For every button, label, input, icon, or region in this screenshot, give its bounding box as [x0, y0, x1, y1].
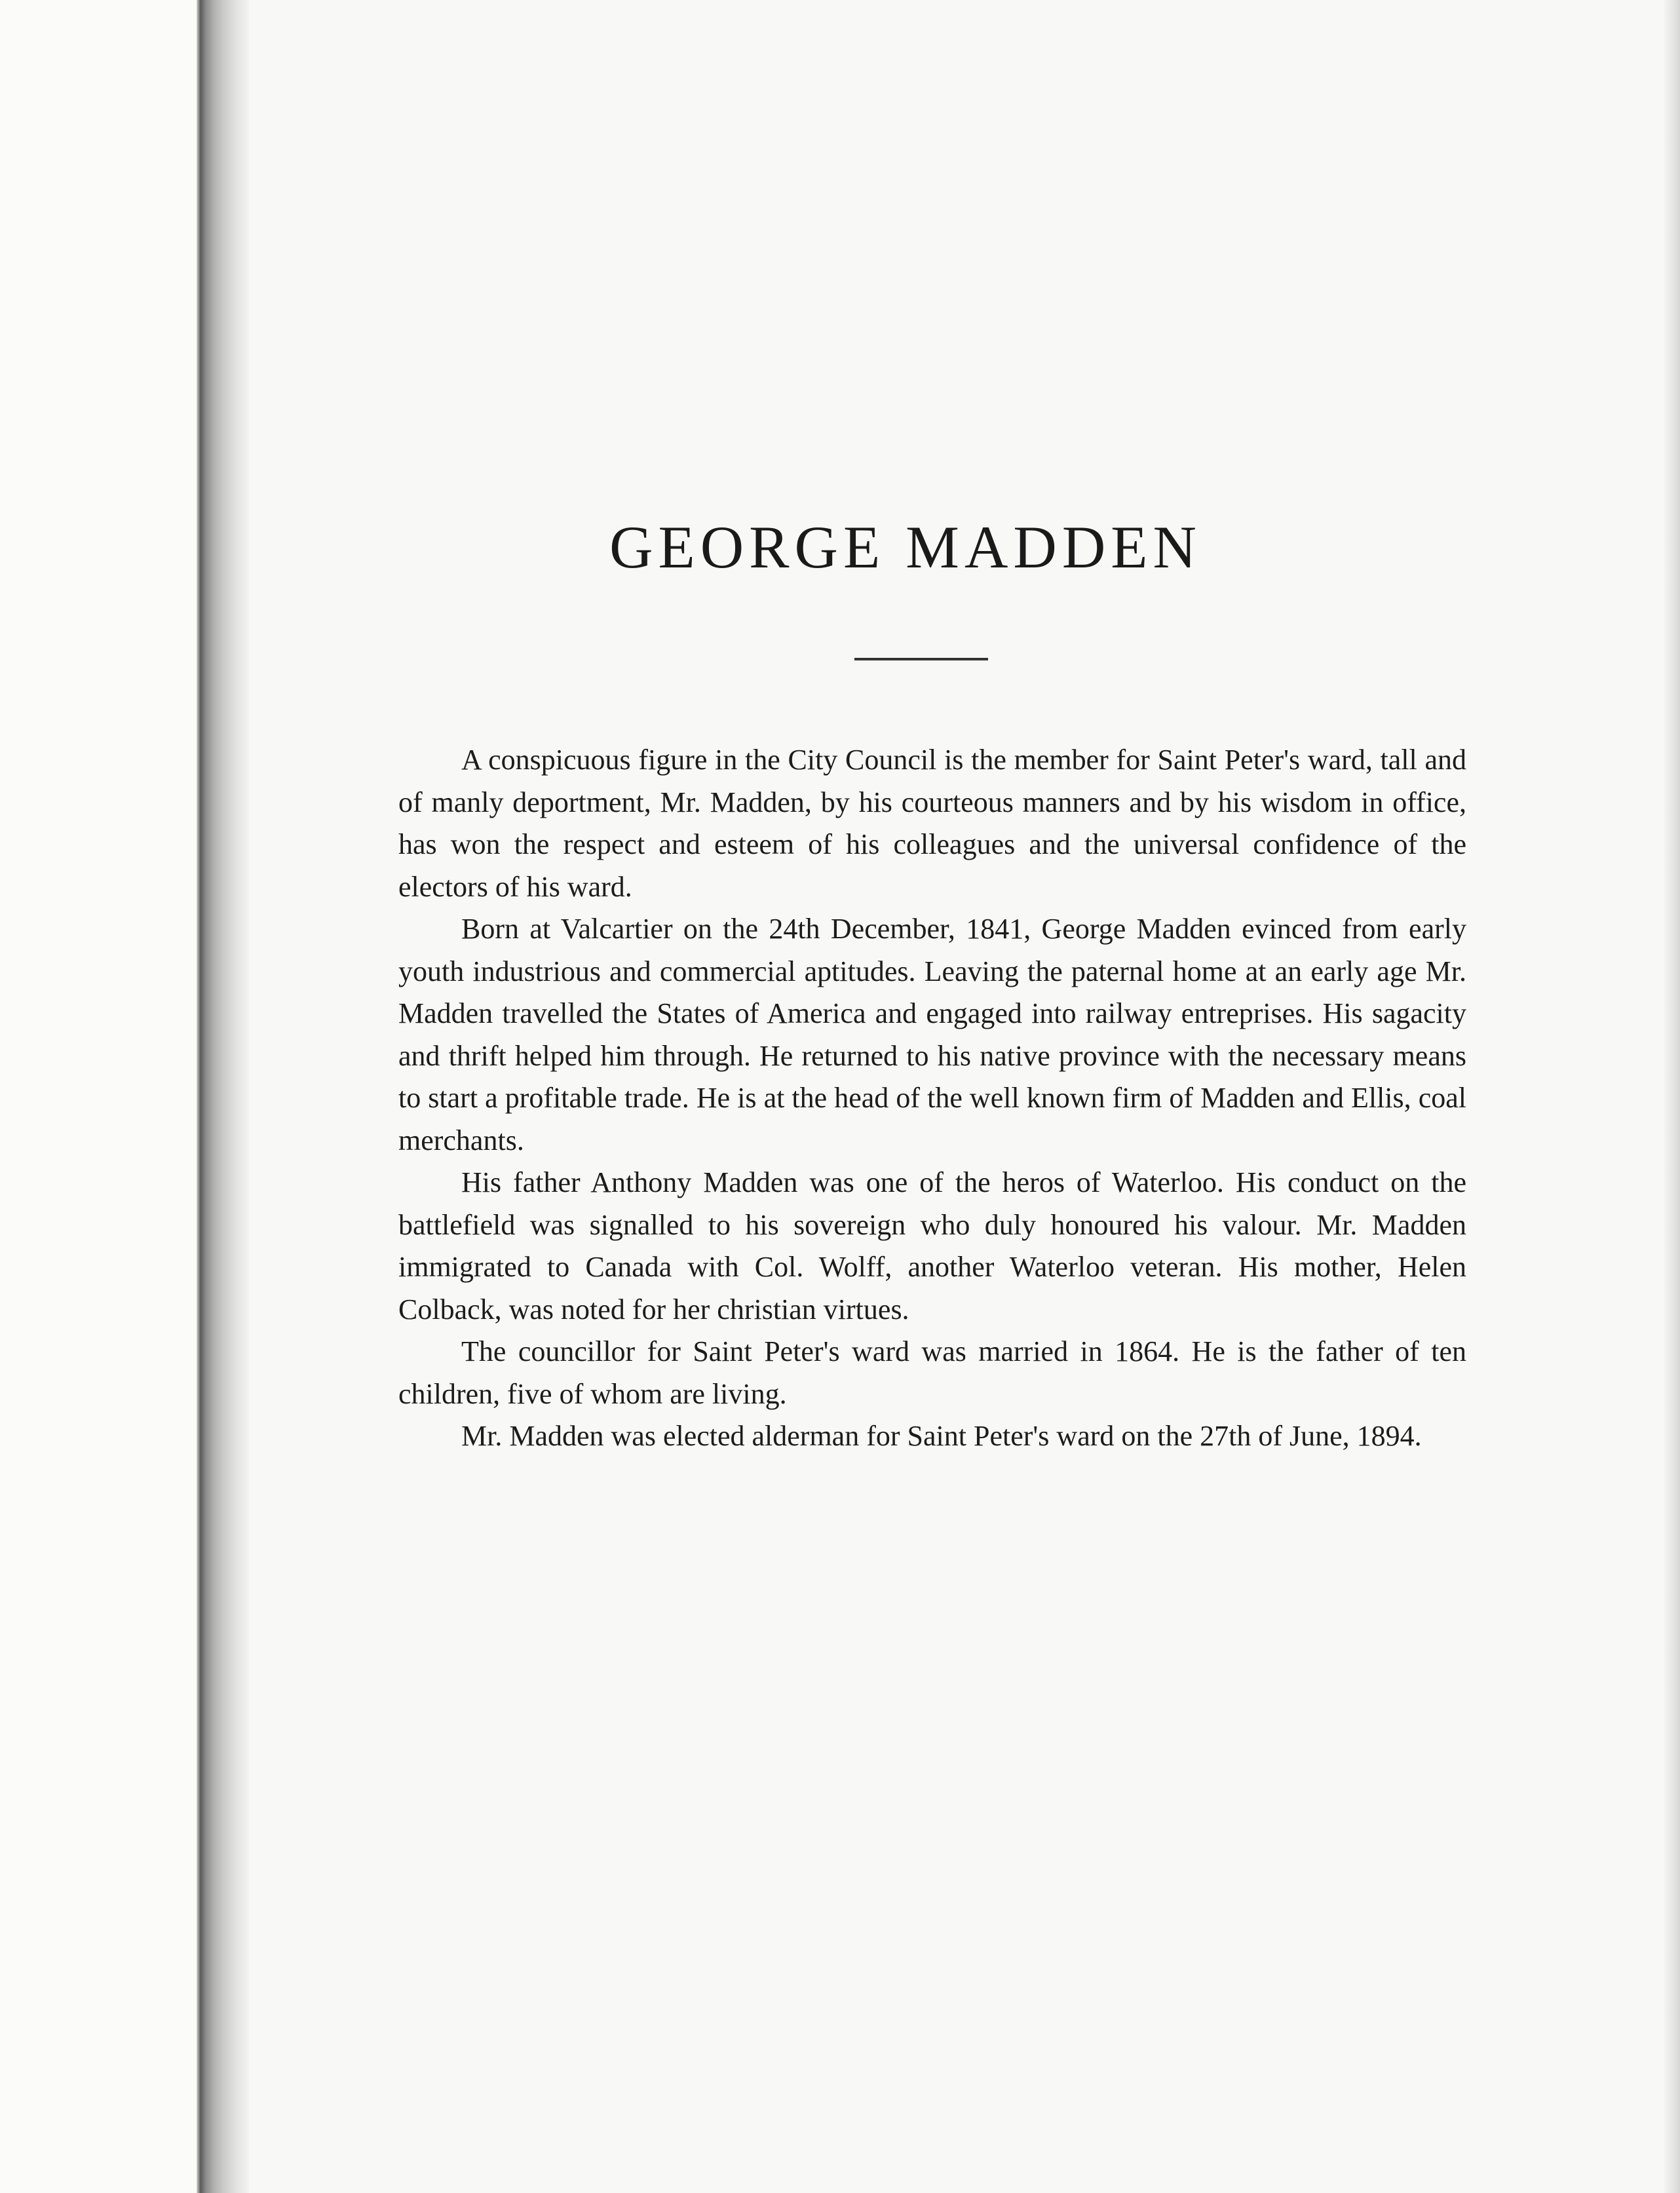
left-margin [0, 0, 197, 2193]
paragraph: A conspicuous figure in the City Council is the member for Saint Peter's ward, tall and of manly deportment, Mr. Madden, by his courteous manners and by his wisdom in office, has won the respect and esteem of his colleagues and the universal confidence of the electors of his ward. [398, 744, 1466, 903]
page-title: GEORGE MADDEN [609, 514, 1202, 581]
paragraph: Mr. Madden was elected alderman for Saint Peter's ward on the 27th of June, 1894. [461, 1420, 1422, 1452]
page-edge [1664, 0, 1680, 2193]
paragraph: The councillor for Saint Peter's ward was married in 1864. He is the father of ten children, five of whom are living. [398, 1335, 1466, 1410]
paragraph: His father Anthony Madden was one of the heros of Waterloo. His conduct on the battlefield was signalled to his sovereign who duly honoured his valour. Mr. Madden immigrated to Canada with Col. Wolff, another Waterloo veteran. His mother, Helen Colback, was noted for her christian virtues. [398, 1166, 1466, 1325]
paragraph: Born at Valcartier on the 24th December, 1841, George Madden evinced from early youth industrious and commercial aptitudes. Leaving the paternal home at an early age Mr. Madden travelled the States of America and engaged into railway entreprises. His sagacity and thrift helped him through. He returned to his native province with the necessary means to start a profitable trade. He is at the head of the well known firm of Madden and Ellis, coal merchants. [398, 913, 1466, 1156]
title-rule [854, 658, 988, 660]
biography-text [398, 739, 1466, 1458]
binding-shadow [197, 0, 249, 2193]
